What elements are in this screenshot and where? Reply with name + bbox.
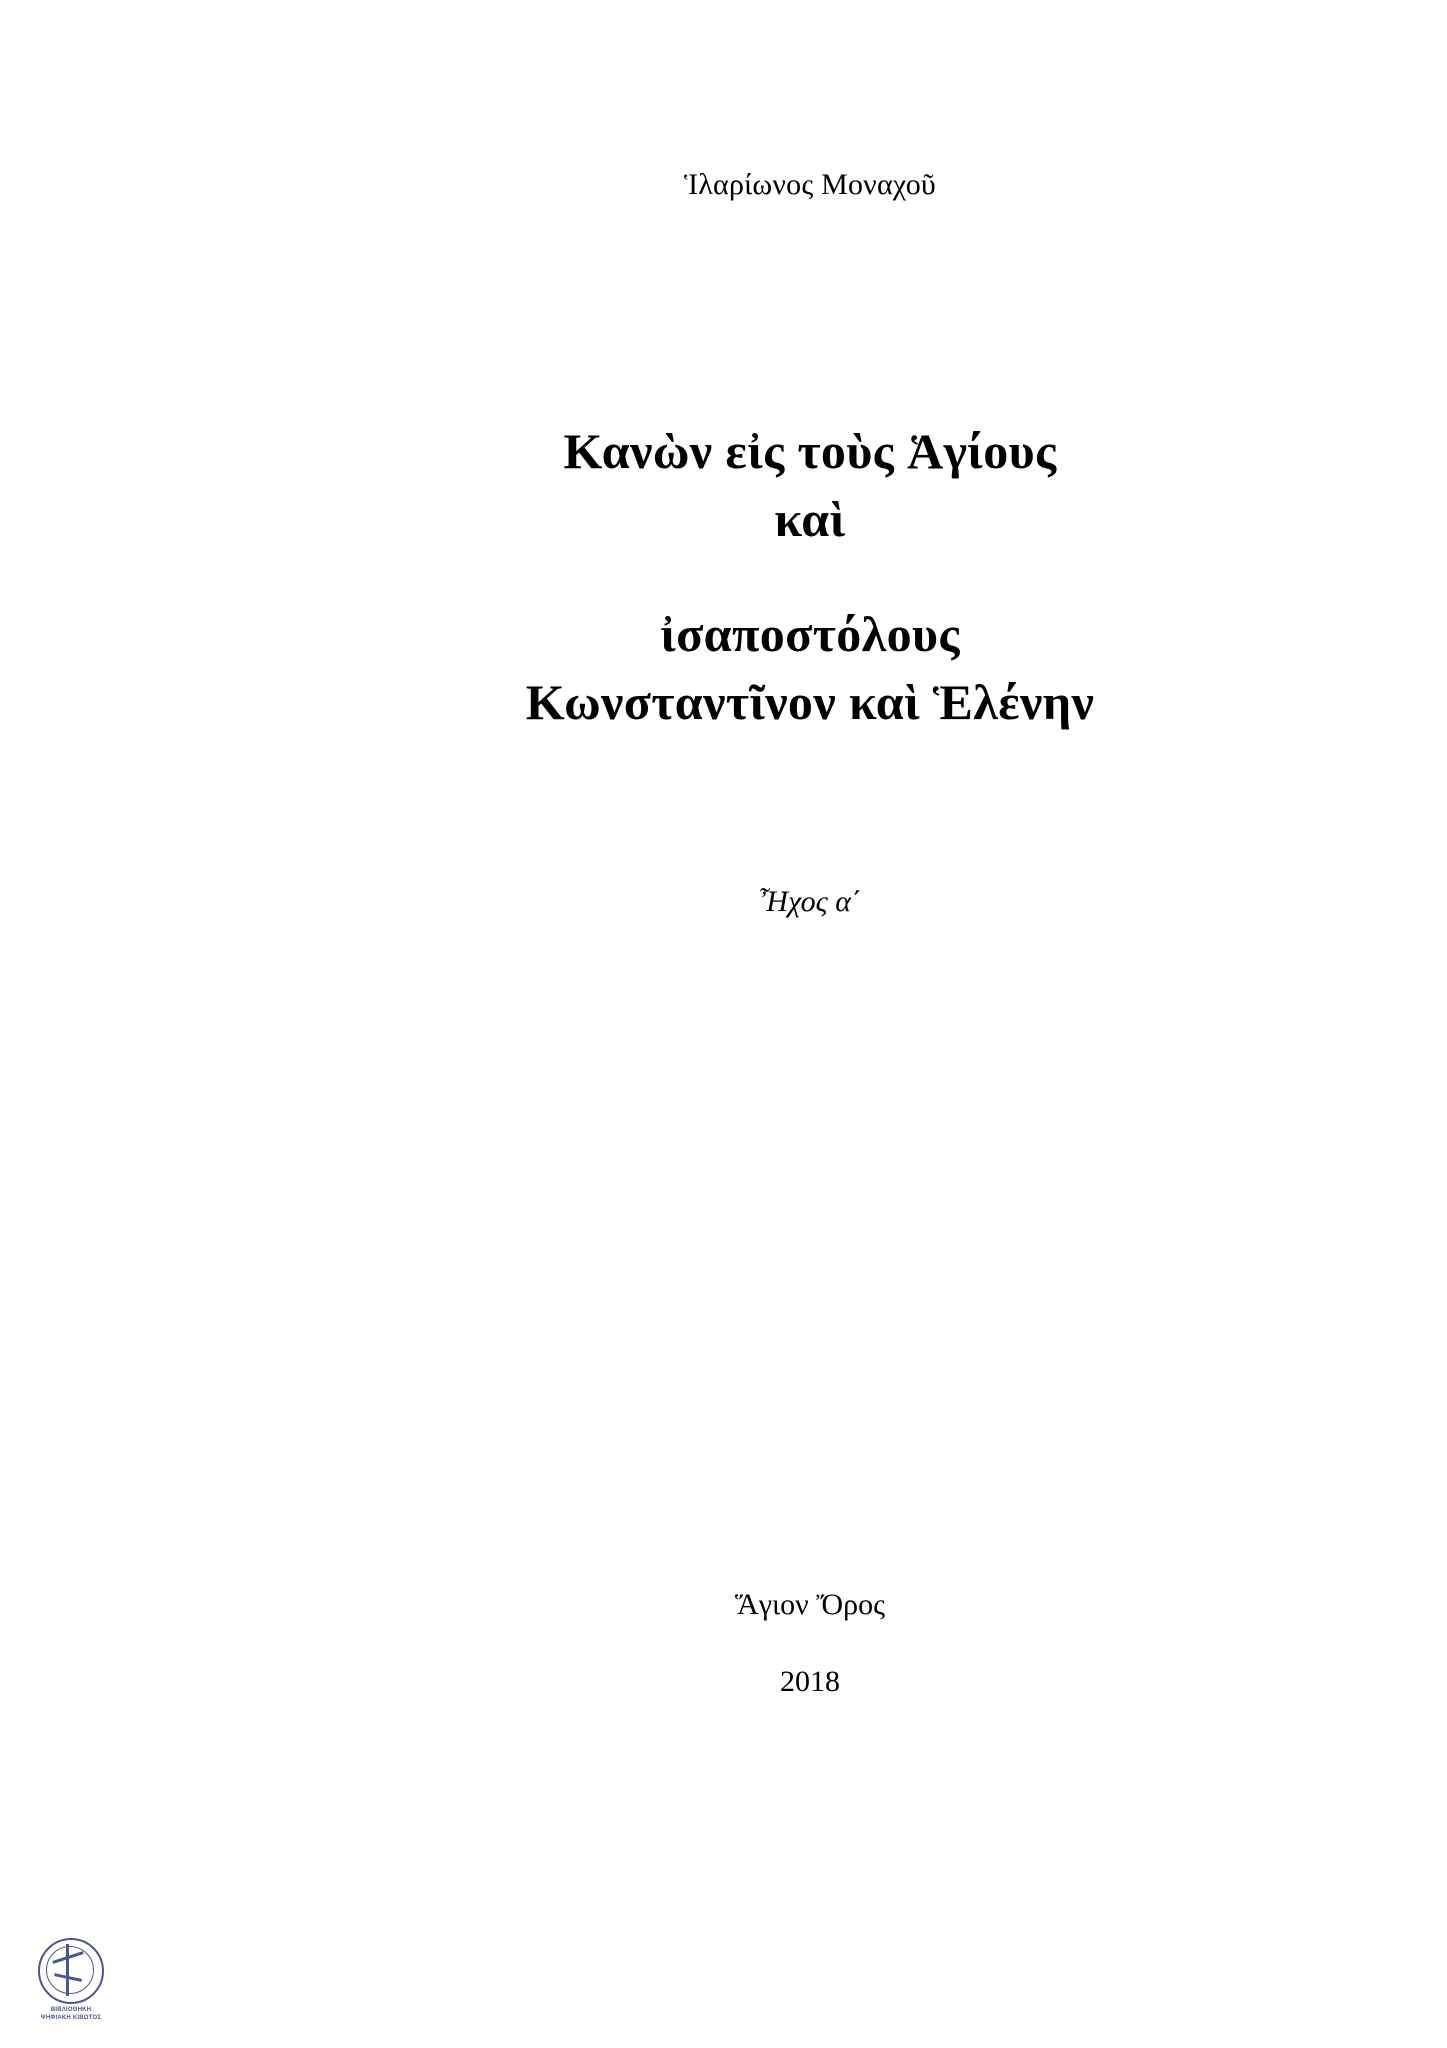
title-line-4: Κωνσταντῖνον καὶ Ἑλένην [525,673,1095,730]
publication-place: Ἅγιον Ὄρος [735,1588,885,1621]
library-stamp-line-2: ΨΗΦΙΑΚΗ ΚΙΒΩΤΟΣ [40,2014,102,2021]
library-stamp-watermark [28,1938,114,2034]
library-emblem-icon [38,1938,104,2004]
title-line-3: ἰσαποστόλους [660,606,960,662]
title-line-2: καὶ [774,490,846,547]
author-name: Ἱλαρίωνος Μοναχοῦ [684,168,936,201]
library-stamp-text [28,2007,114,2022]
publication-year: 2018 [780,1665,840,1698]
musical-mode: Ἦχος α΄ [759,885,861,918]
title-line-1: Κανὼν εἰς τοὺς Ἁγίους [563,423,1057,479]
page-content [170,0,1447,2048]
page-title [170,418,1447,736]
library-stamp-line-1: ΒΙΒΛΙΟΘΗΚΗ [50,2007,92,2013]
